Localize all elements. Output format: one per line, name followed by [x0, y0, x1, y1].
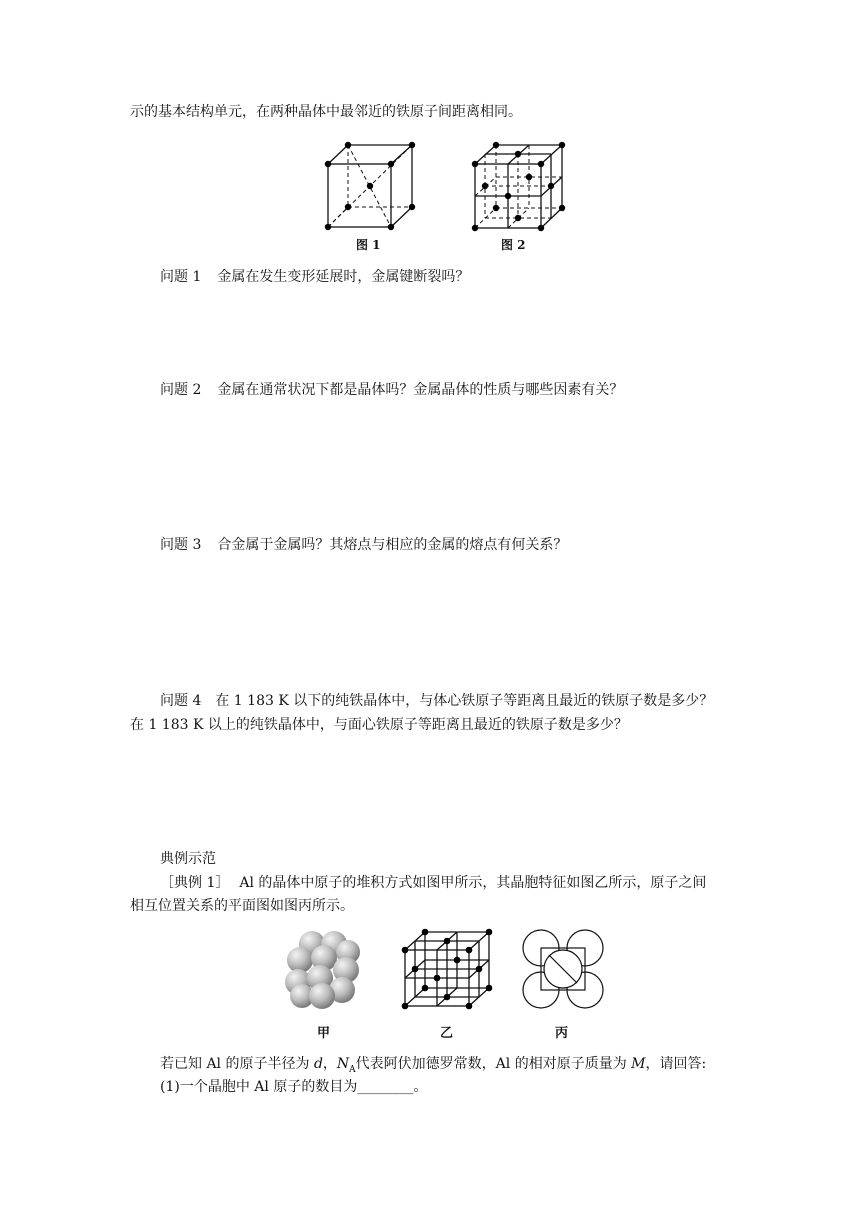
figure-bing-plane-view	[519, 928, 607, 1012]
question-3	[160, 536, 567, 554]
given-text-3: 代表阿伏加德罗常数，Al 的相对原子质量为	[355, 1056, 632, 1072]
given-line	[160, 1055, 706, 1079]
figure-yi-caption: 乙	[440, 1026, 454, 1041]
figure-2-caption: 图 2	[501, 238, 526, 252]
given-text-1: 若已知 Al 的原子半径为	[160, 1056, 314, 1072]
figure-jia-sphere-packing	[284, 930, 364, 1010]
question-4	[160, 692, 713, 710]
example-text-1: Al 的晶体中原子的堆积方式如图甲所示，其晶胞特征如图乙所示，原子之间	[239, 875, 707, 891]
question-3-text: 合金属于金属吗？其熔点与相应的金属的熔点有何关系？	[217, 537, 568, 553]
given-text-2: ，	[322, 1056, 337, 1072]
example-line-2: 相互位置关系的平面图如图丙所示。	[130, 898, 354, 914]
question-4-line-2: 在 1 183 K 以上的纯铁晶体中，与面心铁原子等距离且最近的铁原子数是多少？	[130, 717, 628, 733]
figure-bing-caption: 丙	[555, 1026, 569, 1041]
var-m: M	[631, 1056, 646, 1072]
var-na: N	[336, 1056, 350, 1072]
intro-line: 示的基本结构单元，在两种晶体中最邻近的铁原子间距离相同。	[130, 104, 522, 120]
var-na-subscript: A	[349, 1064, 356, 1075]
sub-question-1: (1)一个晶胞中 Al 原子的数目为________。	[160, 1079, 428, 1095]
question-2-label: 问题 2	[160, 382, 202, 398]
figure-1-caption: 图 1	[356, 238, 381, 252]
figure-1-bcc-cube	[320, 140, 420, 235]
question-3-label: 问题 3	[160, 537, 202, 553]
figure-yi-fcc-cell	[401, 930, 493, 1010]
var-d: d	[313, 1056, 323, 1072]
figure-2-fcc-cube	[469, 140, 569, 235]
question-1-label: 问题 1	[160, 269, 202, 285]
figure-jia-caption: 甲	[317, 1026, 331, 1041]
example-label: ［典例 1］	[160, 875, 230, 891]
question-2	[160, 381, 623, 399]
question-4-text: 在 1 183 K 以下的纯铁晶体中，与体心铁原子等距离且最近的铁原子数是多少？	[215, 693, 714, 709]
question-2-text: 金属在通常状况下都是晶体吗？金属晶体的性质与哪些因素有关？	[217, 382, 624, 398]
question-1	[160, 268, 469, 286]
question-1-text: 金属在发生变形延展时，金属键断裂吗？	[217, 269, 470, 285]
question-4-label: 问题 4	[160, 693, 202, 709]
given-text-4: ，请回答:	[645, 1056, 707, 1072]
section-heading: 典例示范	[160, 851, 216, 867]
example-line-1	[160, 874, 706, 892]
